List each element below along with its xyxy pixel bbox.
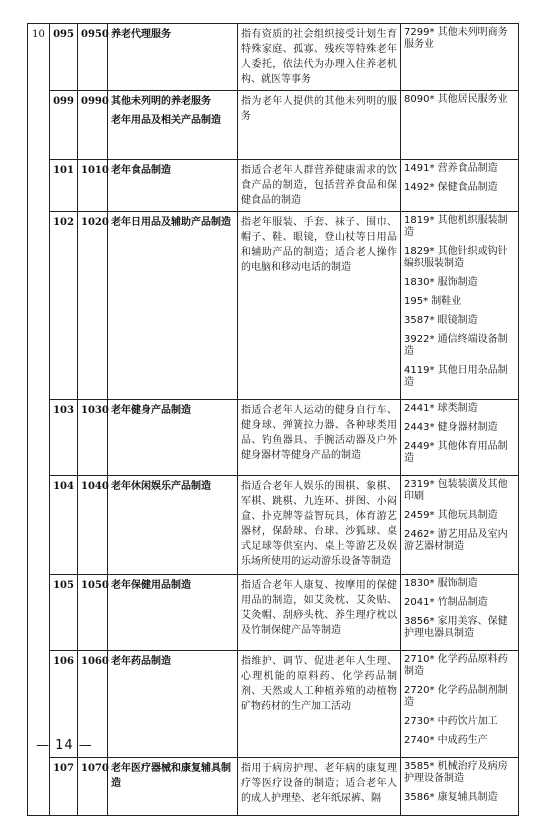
description-cell: 指维护、调节、促进老年人生理、心理机能的原料药、化学药品制剂、天然或人工种植养殖的动植物矿物药材的生产加工活动	[238, 651, 401, 758]
description-cell: 指有资质的社会组织接受计划生育特殊家庭、孤寡、残疾等特殊老年人委托，依法代为办理入住养老机构、就医等事务	[238, 24, 401, 91]
mid-category-cell: 105	[50, 575, 78, 651]
industry-code-item: 3922* 通信终端设备制造	[404, 334, 508, 357]
industry-code-cell	[401, 212, 519, 400]
description-cell: 指适合老年人群营养健康需求的饮食产品的制造，包括营养食品和保健食品的制造	[238, 160, 401, 212]
industry-code-cell	[401, 758, 519, 816]
industry-code-item: 195* 制鞋业	[404, 296, 462, 307]
mid-category-cell: 099	[50, 91, 78, 160]
sub-category-cell: 1040	[78, 476, 108, 575]
sub-category-cell: 1020	[78, 212, 108, 400]
category-name-cell: 老年日用品及辅助产品制造	[108, 212, 238, 400]
industry-code-item: 1830* 服饰制造	[404, 277, 478, 288]
industry-code-item: 2319* 包装装潢及其他印刷	[404, 479, 508, 502]
industry-code-item: 3585* 机械治疗及病房护理设备制造	[404, 761, 508, 784]
industry-code-item: 2459* 其他玩具制造	[404, 510, 498, 521]
table-row	[28, 575, 519, 651]
category-name-cell: 老年药品制造	[108, 651, 238, 758]
description-cell: 指用于病房护理、老年病的康复理疗等医疗设备的制造；适合老年人的成人护理垫、老年纸尿裤、隔	[238, 758, 401, 816]
table-row	[28, 24, 519, 91]
mid-category-cell: 103	[50, 400, 78, 476]
description-cell: 指适合老年人运动的健身自行车、健身球、弹簧拉力器、各种球类用品、钓鱼器具、手腕活动器及户外健身器材等健身产品的制造	[238, 400, 401, 476]
industry-code-item: 2441* 球类制造	[404, 403, 478, 414]
industry-code-item: 1491* 营养食品制造	[404, 163, 498, 174]
description-cell: 指老年服装、手套、袜子、围巾、帽子、鞋、眼镜，登山杖等日用品和辅助产品的制造；适合老人操作的电脑和移动电话的制造	[238, 212, 401, 400]
category-name-cell	[108, 91, 238, 160]
table-row	[28, 476, 519, 575]
big-category-cell: 10	[28, 24, 50, 816]
description-cell: 指为老年人提供的其他未列明的服务	[238, 91, 401, 160]
table-row	[28, 91, 519, 160]
sub-category-cell: 0950	[78, 24, 108, 91]
industry-code-cell	[401, 160, 519, 212]
description-cell: 指适合老年人娱乐的围棋、象棋、军棋、跳棋、九连环、拼图、小闷盒、扑克牌等益智玩具，体育游艺器材，保龄球、台球、沙狐球、桌式足球等供室内、桌上等游艺及娱乐场所使用的运动游乐设备等制造	[238, 476, 401, 575]
industry-code-item: 1819* 其他机织服装制造	[404, 215, 508, 238]
industry-code-item: 2720* 化学药品制剂制造	[404, 685, 508, 708]
category-name-cell: 老年休闲娱乐产品制造	[108, 476, 238, 575]
industry-code-item: 2449* 其他体育用品制造	[404, 441, 508, 464]
industry-code-item: 2041* 竹制品制造	[404, 597, 488, 608]
table-row	[28, 651, 519, 758]
industry-code-cell	[401, 91, 519, 160]
table-row	[28, 160, 519, 212]
page-number: — 14 —	[36, 738, 93, 753]
industry-code-cell	[401, 24, 519, 91]
industry-code-item: 4119* 其他日用杂品制造	[404, 365, 508, 388]
industry-code-item: 8090* 其他居民服务业	[404, 94, 508, 105]
industry-code-cell	[401, 575, 519, 651]
sub-category-cell: 1060	[78, 651, 108, 758]
industry-code-item: 2462* 游艺用品及室内游艺器材制造	[404, 529, 508, 552]
industry-code-item: 7299* 其他未列明商务服务业	[404, 27, 508, 50]
industry-code-cell	[401, 651, 519, 758]
sub-category-cell: 1030	[78, 400, 108, 476]
industry-code-item: 2740* 中成药生产	[404, 735, 488, 746]
category-name-cell: 老年保健用品制造	[108, 575, 238, 651]
industry-code-item: 3856* 家用美容、保健护理电器具制造	[404, 616, 508, 639]
table-row	[28, 212, 519, 400]
mid-category-cell: 102	[50, 212, 78, 400]
category-table	[27, 23, 519, 816]
table-row	[28, 758, 519, 816]
sub-category-cell: 0990	[78, 91, 108, 160]
category-name-cell: 老年医疗器械和康复辅具制造	[108, 758, 238, 816]
mid-category-cell: 107	[50, 758, 78, 816]
category-name-cell: 老年健身产品制造	[108, 400, 238, 476]
sub-category-cell: 1050	[78, 575, 108, 651]
industry-code-item: 3586* 康复辅具制造	[404, 792, 498, 803]
mid-category-cell: 106	[50, 651, 78, 758]
industry-code-cell	[401, 476, 519, 575]
mid-category-cell: 104	[50, 476, 78, 575]
category-name-cell: 养老代理服务	[108, 24, 238, 91]
industry-code-item: 3587* 眼镜制造	[404, 315, 478, 326]
mid-category-cell: 101	[50, 160, 78, 212]
category-name-cell: 老年食品制造	[108, 160, 238, 212]
industry-code-item: 2443* 健身器材制造	[404, 422, 498, 433]
industry-code-item: 1829* 其他针织或钩针编织服装制造	[404, 246, 508, 269]
industry-code-item: 1830* 服饰制造	[404, 578, 478, 589]
category-name: 其他未列明的养老服务	[111, 96, 211, 107]
industry-code-item: 2710* 化学药品原料药制造	[404, 654, 508, 677]
table-row	[28, 400, 519, 476]
description-cell: 指适合老年人康复、按摩用的保健用品的制造，如艾灸枕、艾灸贴、艾灸帽、刮痧头枕、养生理疗枕以及竹制保健产品等制造	[238, 575, 401, 651]
industry-code-cell	[401, 400, 519, 476]
industry-code-item: 1492* 保健食品制造	[404, 182, 498, 193]
sub-category-cell: 1070	[78, 758, 108, 816]
group-header: 老年用品及相关产品制造	[111, 115, 221, 126]
mid-category-cell: 095	[50, 24, 78, 91]
industry-code-item: 2730* 中药饮片加工	[404, 716, 498, 727]
sub-category-cell: 1010	[78, 160, 108, 212]
